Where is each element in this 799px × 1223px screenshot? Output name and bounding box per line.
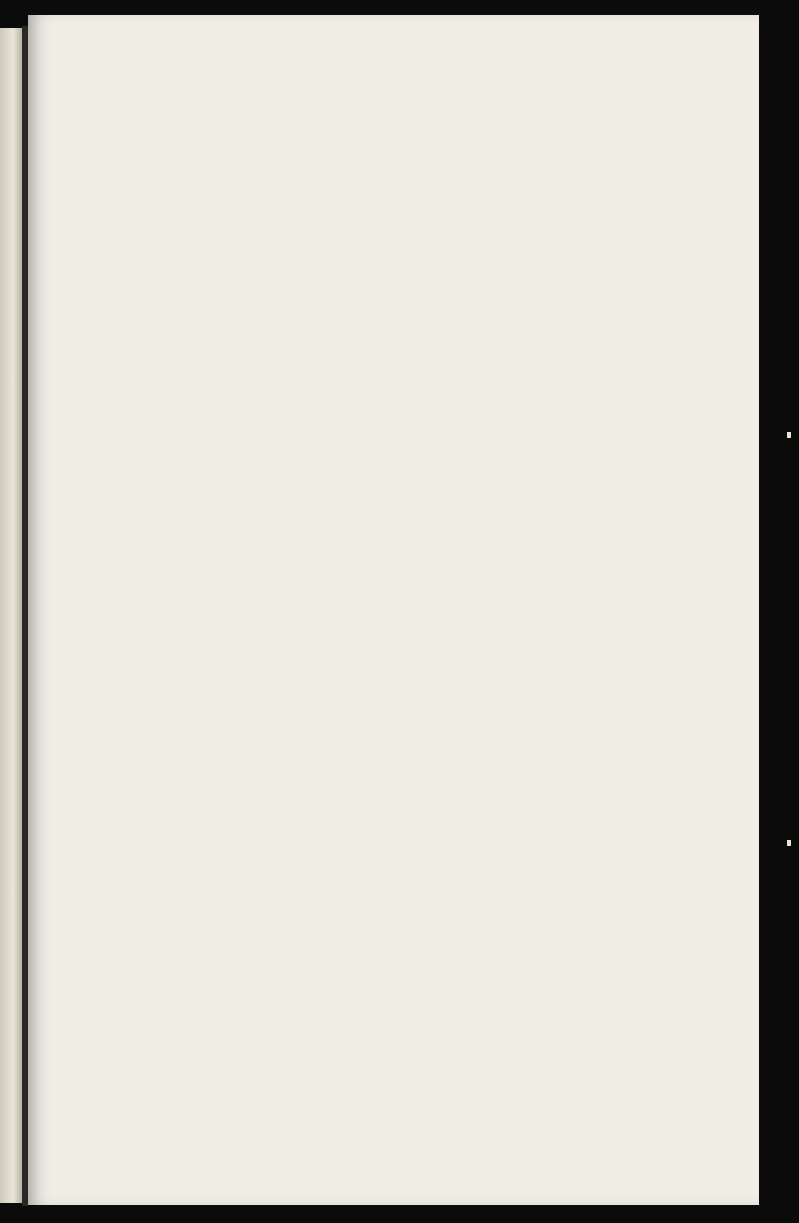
right-background (759, 20, 799, 1210)
margin-mark (787, 432, 791, 438)
margin-mark (787, 840, 791, 846)
left-page-edge (0, 28, 23, 1203)
book-page (28, 15, 759, 1205)
